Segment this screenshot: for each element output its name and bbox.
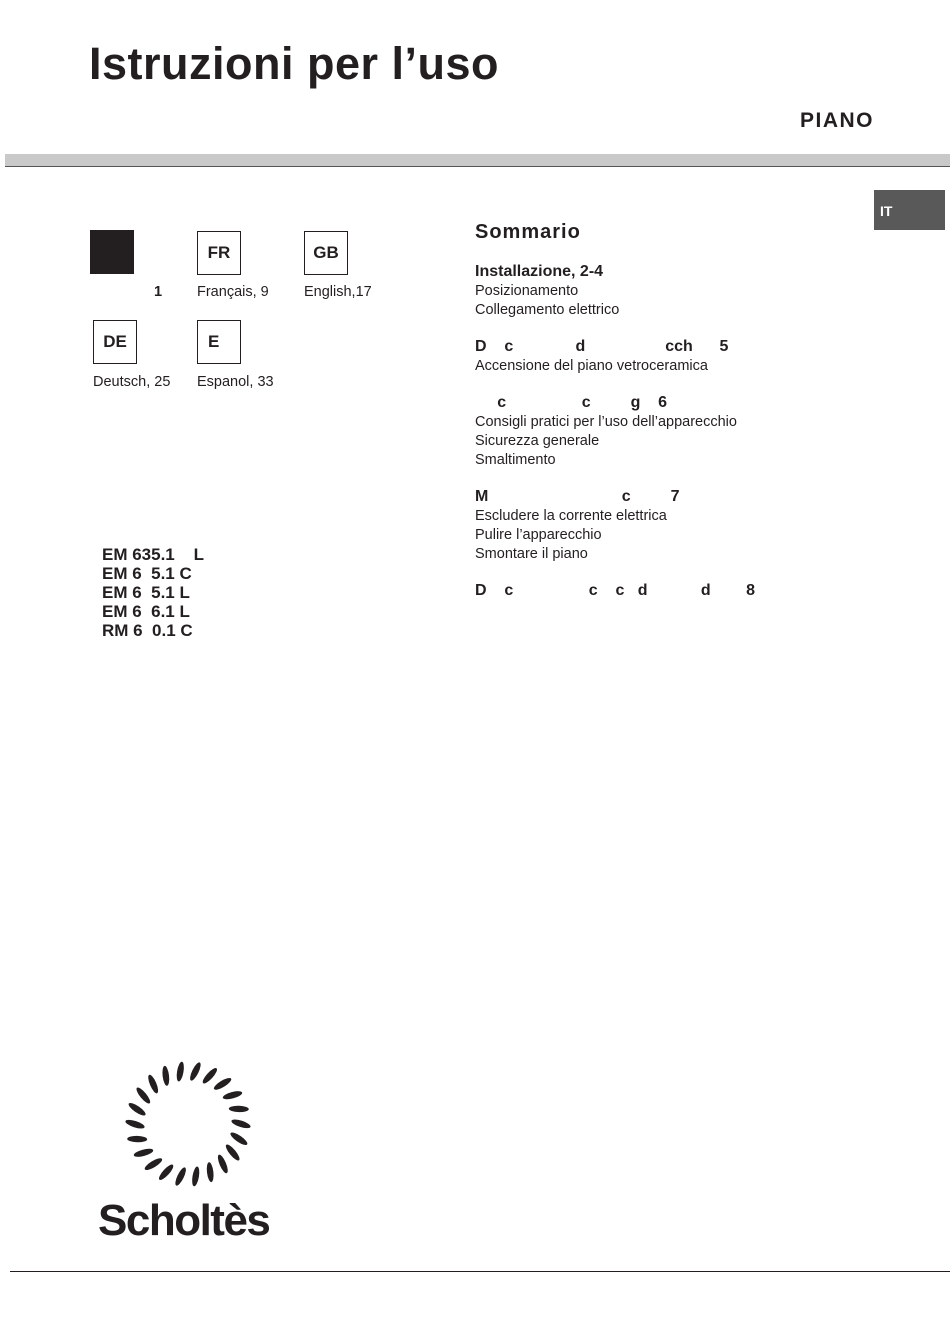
logo-ray [127, 1101, 147, 1118]
toc-section-5 [475, 581, 875, 601]
model-item: EM 6 5.1 C [102, 564, 192, 583]
toc-section-title: D c d cch 5 [475, 338, 729, 355]
table-of-contents [475, 221, 875, 618]
logo-ray [231, 1118, 252, 1130]
lang-box-es: E [197, 320, 241, 364]
logo-ray [229, 1131, 249, 1148]
toc-section-installazione [475, 262, 875, 320]
lang-box-fr: FR [197, 231, 241, 275]
lang-label-es: Espanol, 33 [197, 374, 274, 390]
model-item: EM 6 6.1 L [102, 602, 190, 621]
logo-ray [173, 1166, 188, 1187]
logo-ray [216, 1153, 230, 1174]
lang-label-fr: Français, 9 [197, 284, 269, 300]
logo-ray [143, 1156, 163, 1172]
model-item: RM 6 0.1 C [102, 621, 193, 640]
logo-ray [212, 1076, 232, 1092]
lang-box-it [90, 230, 134, 274]
toc-item: Escludere la corrente elettrica [475, 508, 667, 524]
logo-ray [161, 1066, 170, 1087]
logo-ray [224, 1143, 242, 1163]
logo-ray [201, 1066, 219, 1085]
lang-label-gb: English,17 [304, 284, 372, 300]
toc-section-title: Installazione, 2-4 [475, 263, 604, 280]
toc-item: Pulire l’apparecchio [475, 527, 602, 543]
logo-ray [125, 1118, 146, 1130]
toc-section-3 [475, 393, 875, 470]
page-title: Istruzioni per l’uso [89, 38, 500, 89]
toc-item: Consigli pratici per l’uso dell’apparecchio [475, 414, 737, 430]
logo-ray [127, 1136, 147, 1143]
language-tab-it: IT [874, 190, 945, 230]
header-divider [5, 154, 950, 167]
toc-item: Smontare il piano [475, 546, 588, 562]
toc-item: Posizionamento [475, 283, 579, 299]
toc-heading: Sommario [475, 221, 581, 243]
model-item: EM 6 5.1 L [102, 583, 190, 602]
lang-label-it: 1 [154, 284, 163, 300]
toc-section-2 [475, 337, 875, 376]
toc-section-title: c c g 6 [475, 394, 668, 411]
logo-ray [222, 1090, 243, 1101]
model-list [102, 545, 204, 640]
logo-ray [191, 1166, 201, 1187]
logo-ray [229, 1105, 249, 1112]
logo-ray [188, 1061, 203, 1082]
logo-ray [134, 1086, 152, 1106]
toc-section-title: M c 7 [475, 488, 680, 505]
logo-ray [206, 1162, 215, 1183]
product-type: PIANO [799, 109, 874, 132]
lang-label-de: Deutsch, 25 [93, 374, 171, 390]
logo-ray [157, 1163, 175, 1182]
logo-ray [133, 1147, 154, 1158]
logo-ray [146, 1074, 160, 1095]
logo-ray [175, 1061, 185, 1082]
footer-divider [10, 1271, 950, 1272]
model-item: EM 635.1 L [102, 545, 205, 564]
lang-box-de: DE [93, 320, 137, 364]
toc-item: Collegamento elettrico [475, 302, 620, 318]
toc-section-title: D c c c d d 8 [475, 582, 756, 599]
toc-section-4 [475, 487, 875, 564]
toc-item: Smaltimento [475, 452, 556, 468]
lang-box-gb: GB [304, 231, 348, 275]
toc-item: Accensione del piano vetroceramica [475, 358, 708, 374]
brand-logo-text: Scholtès [98, 1196, 270, 1245]
toc-item: Sicurezza generale [475, 433, 600, 449]
